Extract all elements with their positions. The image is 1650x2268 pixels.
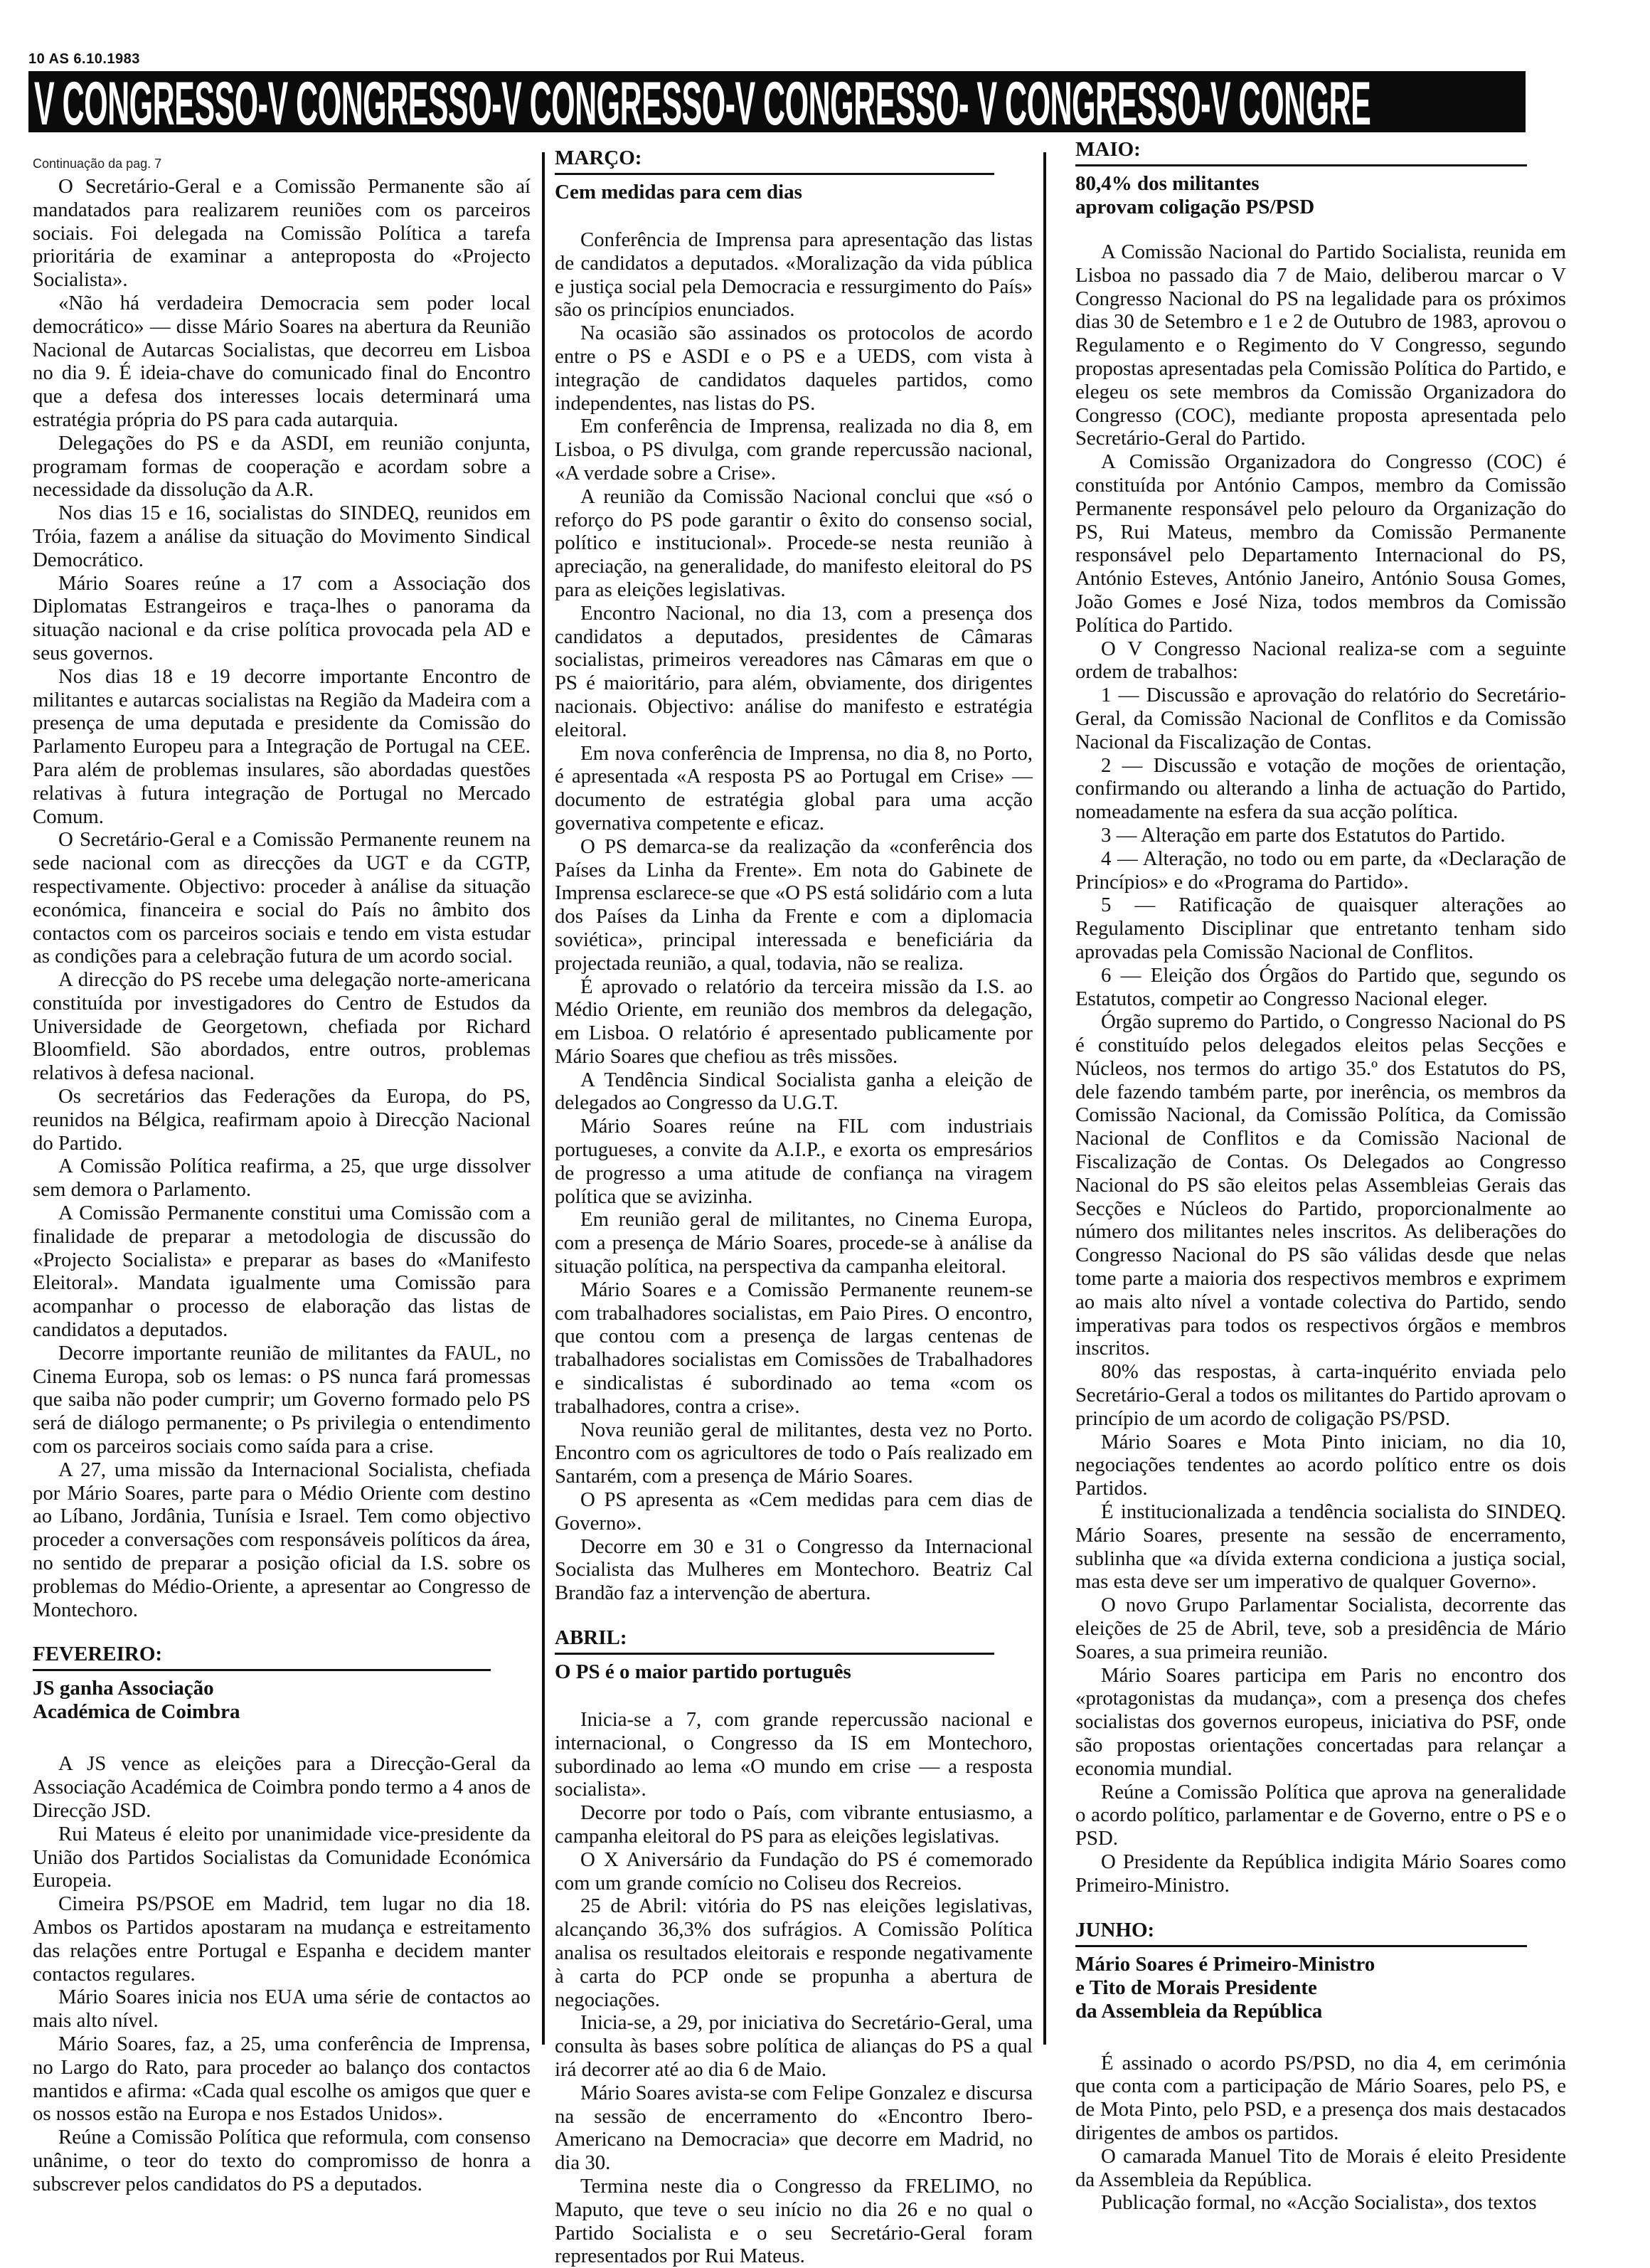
paragraph: O Presidente da República indigita Mário Soares como Primeiro-Ministro. bbox=[1075, 1850, 1566, 1897]
paragraph: Decorre por todo o País, com vibrante entusiasmo, a campanha eleitoral do PS para as eleições legislativas. bbox=[555, 1801, 1033, 1848]
paragraph: Reúne a Comissão Política que aprova na generalidade o acordo político, parlamentar e de Governo, entre o PS e o PSD. bbox=[1075, 1780, 1566, 1850]
paragraph: Rui Mateus é eleito por unanimidade vice-presidente da União dos Partidos Socialistas da Comunidade Económica Europeia. bbox=[33, 1822, 531, 1892]
paragraph: Os secretários das Federações da Europa, do PS, reunidos na Bélgica, reafirmam apoio à Direcção Nacional do Partido. bbox=[33, 1085, 531, 1155]
paragraph: Mário Soares reúne na FIL com industriais portugueses, a convite da A.I.P., e exorta os empresários de progresso a uma atitude de confiança na viragem política que se avizinha. bbox=[555, 1115, 1033, 1208]
subtitle-line: Mário Soares é Primeiro-Ministro bbox=[1075, 1952, 1375, 1976]
paragraph: Delegações do PS e da ASDI, em reunião conjunta, programam formas de cooperação e acordam sobre a necessidade da dissolução da A.R. bbox=[33, 431, 531, 502]
paragraph: Decorre em 30 e 31 o Congresso da Internacional Socialista das Mulheres em Montechoro. Beatriz Cal Brandão faz a intervenção de abertura. bbox=[555, 1535, 1033, 1605]
paragraph: É aprovado o relatório da terceira missão da I.S. ao Médio Oriente, em reunião dos membros da delegação, em Lisboa. O relatório é apresentado publicamente por Mário Soares que chefiou as três missões. bbox=[555, 975, 1033, 1068]
congress-banner bbox=[28, 71, 1526, 132]
section-title-maio: MAIO: bbox=[1075, 138, 1141, 161]
paragraph: A 27, uma missão da Internacional Socialista, chefiada por Mário Soares, parte para o Médio Oriente com destino ao Líbano, Jordânia, Tunísia e Israel. Tem como objectivo proceder a conversações com responsáveis políticos da área, no sentido de preparar a posição oficial da I.S. sobre os problemas do Médio-Oriente, a apresentar ao Congresso de Montechoro. bbox=[33, 1458, 531, 1621]
paragraph: Em nova conferência de Imprensa, no dia 8, no Porto, é apresentada «A resposta PS ao Portugal em Crise» — documento de estratégia global para uma acção governativa competente e eficaz. bbox=[555, 741, 1033, 834]
paragraph: É institucionalizada a tendência socialista do SINDEQ. Mário Soares, presente na sessão de encerramento, sublinha que «a dívida externa condiciona a justiça social, mas esta deve ser um imperativo de qualquer Governo». bbox=[1075, 1500, 1566, 1594]
section-rule bbox=[555, 173, 994, 175]
paragraph: A Comissão Nacional do Partido Socialista, reunida em Lisboa no passado dia 7 de Maio, deliberou marcar o V Congresso Nacional do PS na legalidade para os próximos dias 30 de Setembro e 1 e 2 de Outubro de 1983, aprovou o Regulamento e o Regimento do V Congresso, segundo propostas apresentadas pela Comissão Política do Partido, e elegeu os sete membros da Comissão Organizadora do Congresso (COC), mediante proposta apresentada pelo Secretário-Geral do Partido. bbox=[1075, 240, 1566, 450]
subtitle-line: Académica de Coimbra bbox=[33, 1700, 240, 1724]
paragraph: A Comissão Organizadora do Congresso (COC) é constituída por António Campos, membro da Comissão Permanente responsável pelo pelouro da Organização do PS, Rui Mateus, membro da Comissão Permanente responsável pelo Departamento Internacional do PS, António Esteves, António Janeiro, António Sousa Gomes, João Gomes e José Niza, todos membros da Comissão Política do Partido. bbox=[1075, 450, 1566, 637]
section-subtitle bbox=[1075, 1953, 1566, 2023]
paragraph: Mário Soares reúne a 17 com a Associação dos Diplomatas Estrangeiros e traça-lhes o panorama da situação nacional e da crise política provocada pela AD e seus governos. bbox=[33, 571, 531, 664]
section-title-junho: JUNHO: bbox=[1075, 1918, 1155, 1941]
subtitle-line: 80,4% dos militantes bbox=[1075, 172, 1260, 195]
paragraph: Decorre importante reunião de militantes da FAUL, no Cinema Europa, sob os lemas: o PS nunca fará promessas que saiba não poder cumprir; um Governo formado pelo PS será de diálogo permanente; o Ps privilegia o entendimento com os parceiros sociais como saída para a crise. bbox=[33, 1341, 531, 1458]
paragraph: Mário Soares e a Comissão Permanente reunem-se com trabalhadores socialistas, em Paio Pires. O encontro, que contou com a presença de largas centenas de trabalhadores socialistas em Comissões de Trabalhadores e sindicalistas é subordinado ao tema «com os trabalhadores, contra a crise». bbox=[555, 1278, 1033, 1418]
paragraph: Nos dias 18 e 19 decorre importante Encontro de militantes e autarcas socialistas na Região da Madeira com a presença de uma deputada e presidente da Comissão do Parlamento Europeu para a Integração de Portugal na CEE. Para além de problemas insulares, são abordadas questões relativas à futura integração de Portugal no Mercado Comum. bbox=[33, 664, 531, 828]
subtitle-line: Cem medidas para cem dias bbox=[555, 181, 802, 203]
paragraph: Mário Soares inicia nos EUA uma série de contactos ao mais alto nível. bbox=[33, 1986, 531, 2033]
subtitle-line: da Assembleia da República bbox=[1075, 1999, 1323, 2023]
paragraph: Inicia-se, a 29, por iniciativa do Secretário-Geral, uma consulta às bases sobre política de alianças do PS a qual irá decorrer até ao dia 6 de Maio. bbox=[555, 2011, 1033, 2081]
paragraph: O X Aniversário da Fundação do PS é comemorado com um grande comício no Coliseu dos Recreios. bbox=[555, 1848, 1033, 1895]
section-rule bbox=[33, 1669, 491, 1671]
section-title-abril: ABRIL: bbox=[555, 1626, 627, 1650]
paragraph: Mário Soares avista-se com Felipe Gonzalez e discursa na sessão de encerramento do «Encontro Ibero-Americano na Democracia» que decorre em Madrid, no dia 30. bbox=[555, 2081, 1033, 2175]
paragraph: Órgão supremo do Partido, o Congresso Nacional do PS é constituído pelos delegados eleitos pelas Secções e Núcleos, nos termos do artigo 35.º dos Estatutos do PS, dele fazendo também parte, por inerência, os membros da Comissão Nacional, da Comissão Política, da Comissão Nacional de Conflitos e da Comissão Nacional de Fiscalização de Contas. Os Delegados ao Congresso Nacional do PS são eleitos pelas Assembleias Gerais das Secções e Núcleos do Partido, proporcionalmente ao número dos militantes neles inscritos. As deliberações do Congresso Nacional do PS são válidas desde que nelas tome parte a maioria dos respectivos membros e exprimem ao mais alto nível a vontade colectiva do Partido, sendo imperativas para todos os respectivos órgãos e membros inscritos. bbox=[1075, 1010, 1566, 1360]
paragraph: 1 — Discussão e aprovação do relatório do Secretário-Geral, da Comissão Nacional de Conflitos e da Comissão Nacional da Fiscalização de Contas. bbox=[1075, 684, 1566, 753]
paragraph: A reunião da Comissão Nacional conclui que «só o reforço do PS pode garantir o êxito do consenso social, político e institucional». Procede-se nesta reunião à apreciação, na generalidade, do manifesto eleitoral do PS para as eleições legislativas. bbox=[555, 484, 1033, 601]
paragraph: O Secretário-Geral e a Comissão Permanente reunem na sede nacional com as direcções da UGT e da CGTP, respectivamente. Objectivo: proceder à análise da situação económica, financeira e social do País no âmbito dos contactos com os parceiros sociais e tendo em vista estudar as condições para a celebração futura de um acordo social. bbox=[33, 828, 531, 968]
column-3 bbox=[1075, 138, 1566, 2215]
paragraph: Conferência de Imprensa para apresentação das listas de candidatos a deputados. «Moralização da vida pública e justiça social pela Democracia e ressurgimento do País» são os princípios enunciados. bbox=[555, 228, 1033, 322]
paragraph: «Não há verdadeira Democracia sem poder local democrático» — disse Mário Soares na abertura da Reunião Nacional de Autarcas Socialistas, que decorreu em Lisboa no dia 9. É ideia-chave do comunicado final do Encontro que a defesa dos interesses locais determinará uma estratégia própria do PS para cada autarquia. bbox=[33, 291, 531, 431]
paragraph: Inicia-se a 7, com grande repercussão nacional e internacional, o Congresso da IS em Montechoro, subordinado ao lema «O mundo em crise — a resposta socialista». bbox=[555, 1708, 1033, 1801]
section-title-marco: MARÇO: bbox=[555, 147, 642, 169]
paragraph: É assinado o acordo PS/PSD, no dia 4, em cerimónia que conta com a participação de Mário Soares, pelo PS, e de Mota Pinto, pelo PSD, e a presença dos mais destacados dirigentes de ambos os partidos. bbox=[1075, 2051, 1566, 2144]
column-rule-left bbox=[542, 152, 545, 2045]
paragraph: Nova reunião geral de militantes, desta vez no Porto. Encontro com os agricultores de todo o País realizado em Santarém, com a presença de Mário Soares. bbox=[555, 1418, 1033, 1488]
paragraph: Em reunião geral de militantes, no Cinema Europa, com a presença de Mário Soares, procede-se à análise da situação política, na perspectiva da campanha eleitoral. bbox=[555, 1208, 1033, 1278]
paragraph: Publicação formal, no «Acção Socialista», dos textos bbox=[1101, 2191, 1537, 2215]
section-rule bbox=[1075, 164, 1527, 166]
column-2 bbox=[555, 147, 1033, 2268]
paragraph: A Tendência Sindical Socialista ganha a eleição de delegados ao Congresso da U.G.T. bbox=[555, 1068, 1033, 1115]
paragraph: 3 — Alteração em parte dos Estatutos do Partido. bbox=[1101, 823, 1506, 847]
section-subtitle bbox=[555, 1660, 1033, 1684]
paragraph: O novo Grupo Parlamentar Socialista, decorrente das eleições de 25 de Abril, teve, sob a presidência de Mário Soares, a sua primeira reunião. bbox=[1075, 1594, 1566, 1663]
paragraph: O camarada Manuel Tito de Morais é eleito Presidente da Assembleia da República. bbox=[1075, 2144, 1566, 2191]
subtitle-line: aprovam coligação PS/PSD bbox=[1075, 196, 1315, 218]
paragraph: O PS demarca-se da realização da «conferência dos Países da Linha da Frente». Em nota do Gabinete de Imprensa esclarece-se que «O PS está solidário com a luta dos Países da Linha da Frente e com a diplomacia soviética», principal interessada e beneficiária da projectada reunião, a qual, todavia, não se realiza. bbox=[555, 834, 1033, 975]
paragraph: Em conferência de Imprensa, realizada no dia 8, em Lisboa, o PS divulga, com grande repercussão nacional, «A verdade sobre a Crise». bbox=[555, 415, 1033, 484]
folio: 10 AS 6.10.1983 bbox=[28, 51, 140, 67]
paragraph: Mário Soares, faz, a 25, uma conferência de Imprensa, no Largo do Rato, para proceder ao balanço dos contactos mantidos e afirma: «Cada qual escolhe os amigos que quer e os nossos estão na Europa e nos Estados Unidos». bbox=[33, 2032, 531, 2126]
paragraph: O V Congresso Nacional realiza-se com a seguinte ordem de trabalhos: bbox=[1075, 637, 1566, 684]
subtitle-line: e Tito de Morais Presidente bbox=[1075, 1976, 1317, 1999]
section-title-fevereiro: FEVEREIRO: bbox=[33, 1643, 163, 1666]
paragraph: A JS vence as eleições para a Direcção-Geral da Associação Académica de Coimbra pondo termo a 4 anos de Direcção JSD. bbox=[33, 1752, 531, 1822]
paragraph: Cimeira PS/PSOE em Madrid, tem lugar no dia 18. Ambos os Partidos apostaram na mudança e estreitamento das relações entre Portugal e Espanha e decidem manter contactos regulares. bbox=[33, 1892, 531, 1986]
section-subtitle bbox=[1075, 172, 1566, 219]
banner-title: V CONGRESSO-V CONGRESSO-V CONGRESSO-V CONGRESSO- V CONGRESSO-V CONGRE bbox=[34, 71, 1371, 132]
section-rule bbox=[555, 1653, 994, 1655]
paragraph: Nos dias 15 e 16, socialistas do SINDEQ, reunidos em Tróia, fazem a análise da situação do Movimento Sindical Democrático. bbox=[33, 502, 531, 571]
continuation-note: Continuação da pag. 7 bbox=[33, 157, 162, 171]
section-rule bbox=[1075, 1945, 1527, 1947]
section-subtitle bbox=[33, 1677, 531, 1724]
paragraph: Encontro Nacional, no dia 13, com a presença dos candidatos a deputados, presidentes de Câmaras socialistas, primeiros vereadores nas Câmaras em que o PS é maioritário, para além, obviamente, dos dirigentes nacionais. Objectivo: análise do manifesto e estratégia eleitoral. bbox=[555, 601, 1033, 741]
paragraph: Reúne a Comissão Política que reformula, com consenso unânime, o teor do texto do compromisso de honra a subscrever pelos candidatos do PS a deputados. bbox=[33, 2126, 531, 2195]
paragraph: A direcção do PS recebe uma delegação norte-americana constituída por investigadores do Centro de Estudos da Universidade de Georgetown, chefiada por Richard Bloomfield. São abordados, entre outros, problemas relativos à defesa nacional. bbox=[33, 968, 531, 1085]
paragraph: 6 — Eleição dos Órgãos do Partido que, segundo os Estatutos, competir ao Congresso Nacional eleger. bbox=[1075, 963, 1566, 1010]
subtitle-line: JS ganha Associação bbox=[33, 1677, 214, 1700]
paragraph: A Comissão Política reafirma, a 25, que urge dissolver sem demora o Parlamento. bbox=[33, 1155, 531, 1202]
paragraph: Termina neste dia o Congresso da FRELIMO, no Maputo, que teve o seu início no dia 26 e no qual o Partido Socialista e o seu Secretário-Geral foram representados por Rui Mateus. bbox=[555, 2174, 1033, 2268]
subtitle-line: O PS é o maior partido português bbox=[555, 1660, 851, 1684]
paragraph: A Comissão Permanente constitui uma Comissão com a finalidade de preparar a metodologia de discussão do «Projecto Socialista» e preparar as bases do «Manifesto Eleitoral». Mandata igualmente uma Comissão para acompanhar o processo de elaboração das listas de candidatos a deputados. bbox=[33, 1202, 531, 1342]
paragraph: Na ocasião são assinados os protocolos de acordo entre o PS e ASDI e o PS e a UEDS, com vista à integração de candidatos daqueles partidos, como independentes, nas listas do PS. bbox=[555, 322, 1033, 415]
paragraph: 80% das respostas, à carta-inquérito enviada pelo Secretário-Geral a todos os militantes do Partido aprovam o princípio de um acordo de coligação PS/PSD. bbox=[1075, 1360, 1566, 1430]
paragraph: O Secretário-Geral e a Comissão Permanente são aí mandatados para realizarem reuniões com os parceiros sociais. Foi delegada na Comissão Política a tarefa prioritária de examinar a anteproposta do «Projecto Socialista». bbox=[33, 175, 531, 292]
column-rule-right bbox=[1043, 152, 1046, 2045]
paragraph: Mário Soares participa em Paris no encontro dos «protagonistas da mudança», com a presença dos chefes socialistas dos governos europeus, iniciativa do PSF, onde são propostas orientações concertadas para relançar a economia mundial. bbox=[1075, 1663, 1566, 1780]
paragraph: 5 — Ratificação de quaisquer alterações ao Regulamento Disciplinar que entretanto tenham sido aprovadas pela Comissão Nacional de Conflitos. bbox=[1075, 894, 1566, 963]
column-1 bbox=[33, 155, 531, 2196]
paragraph: 4 — Alteração, no todo ou em parte, da «Declaração de Princípios» e do «Programa do Partido». bbox=[1075, 847, 1566, 894]
paragraph: O PS apresenta as «Cem medidas para cem dias de Governo». bbox=[555, 1488, 1033, 1535]
paragraph: 2 — Discussão e votação de moções de orientação, confirmando ou alterando a linha de actuação do Partido, nomeadamente na esfera da sua acção política. bbox=[1075, 753, 1566, 824]
paragraph: 25 de Abril: vitória do PS nas eleições legislativas, alcançando 36,3% dos sufrágios. A Comissão Política analisa os resultados eleitorais e responde negativamente à carta do PCP onde se propunha a abertura de negociações. bbox=[555, 1895, 1033, 2011]
section-subtitle bbox=[555, 181, 1033, 204]
paragraph: Mário Soares e Mota Pinto iniciam, no dia 10, negociações tendentes ao acordo político entre os dois Partidos. bbox=[1075, 1430, 1566, 1500]
